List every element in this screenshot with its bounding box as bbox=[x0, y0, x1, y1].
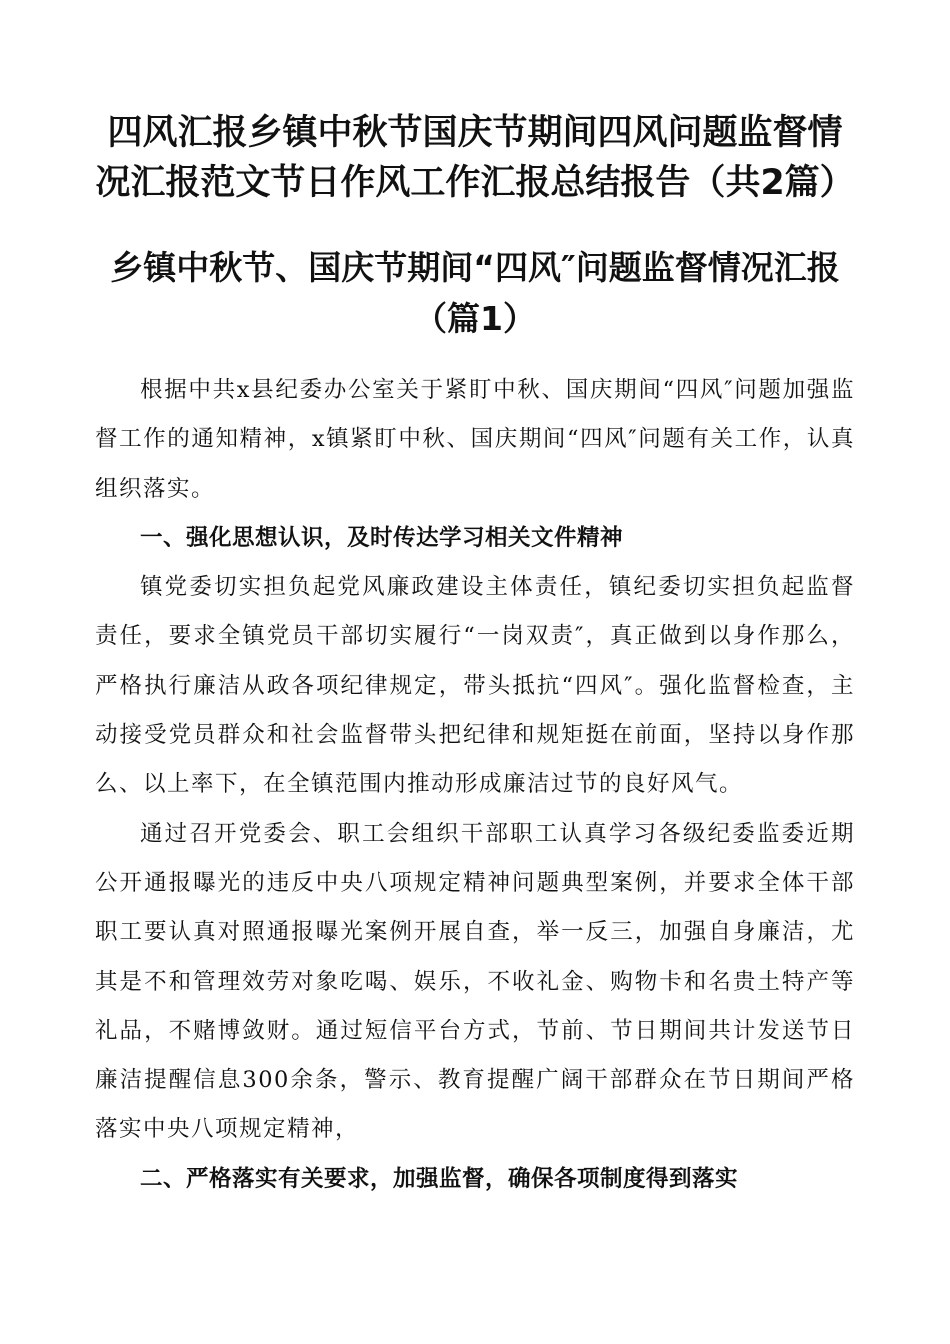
subtitle-line-1: 乡镇中秋节、国庆节期间“四风″问题监督情况汇报 bbox=[110, 248, 840, 287]
section-heading-2: 二、严格落实有关要求，加强监督，确保各项制度得到落实 bbox=[140, 1165, 739, 1192]
document-title: 四风汇报乡镇中秋节国庆节期间四风问题监督情况汇报范文节日作风工作汇报总结报告（共2篇） bbox=[95, 113, 855, 203]
document-subtitle bbox=[95, 242, 855, 344]
section-heading-1: 一、强化思想认识，及时传达学习相关文件精神 bbox=[140, 524, 624, 551]
paragraph-intro: 根据中共x县纪委办公室关于紧盯中秋、国庆期间“四风″问题加强监督工作的通知精神，x镇紧盯中秋、国庆期间“四风″问题有关工作，认真组织落实。 bbox=[95, 377, 855, 502]
paragraph-study: 通过召开党委会、职工会组织干部职工认真学习各级纪委监委近期公开通报曝光的违反中央八项规定精神问题典型案例，并要求全体干部职工要认真对照通报曝光案例开展自查，举一反三，加强自身廉洁，尤其是不和管理效劳对象吃喝、娱乐，不收礼金、购物卡和名贵土特产等礼品，不赌博敛财。通过短信平台方式，节前、节日期间共计发送节日廉洁提醒信息300余条，警示、教育提醒广阔干部群众在节日期间严格落实中央八项规定精神， bbox=[95, 820, 855, 1143]
subtitle-line-2: （篇1） bbox=[414, 299, 536, 338]
paragraph-responsibility: 镇党委切实担负起党风廉政建设主体责任，镇纪委切实担负起监督责任，要求全镇党员干部切实履行“一岗双责″，真正做到以身作那么，严格执行廉洁从政各项纪律规定，带头抵抗“四风″。强化监督检查，主动接受党员群众和社会监督带头把纪律和规矩挺在前面，坚持以身作那么、以上率下，在全镇范围内推动形成廉洁过节的良好风气。 bbox=[95, 574, 855, 798]
